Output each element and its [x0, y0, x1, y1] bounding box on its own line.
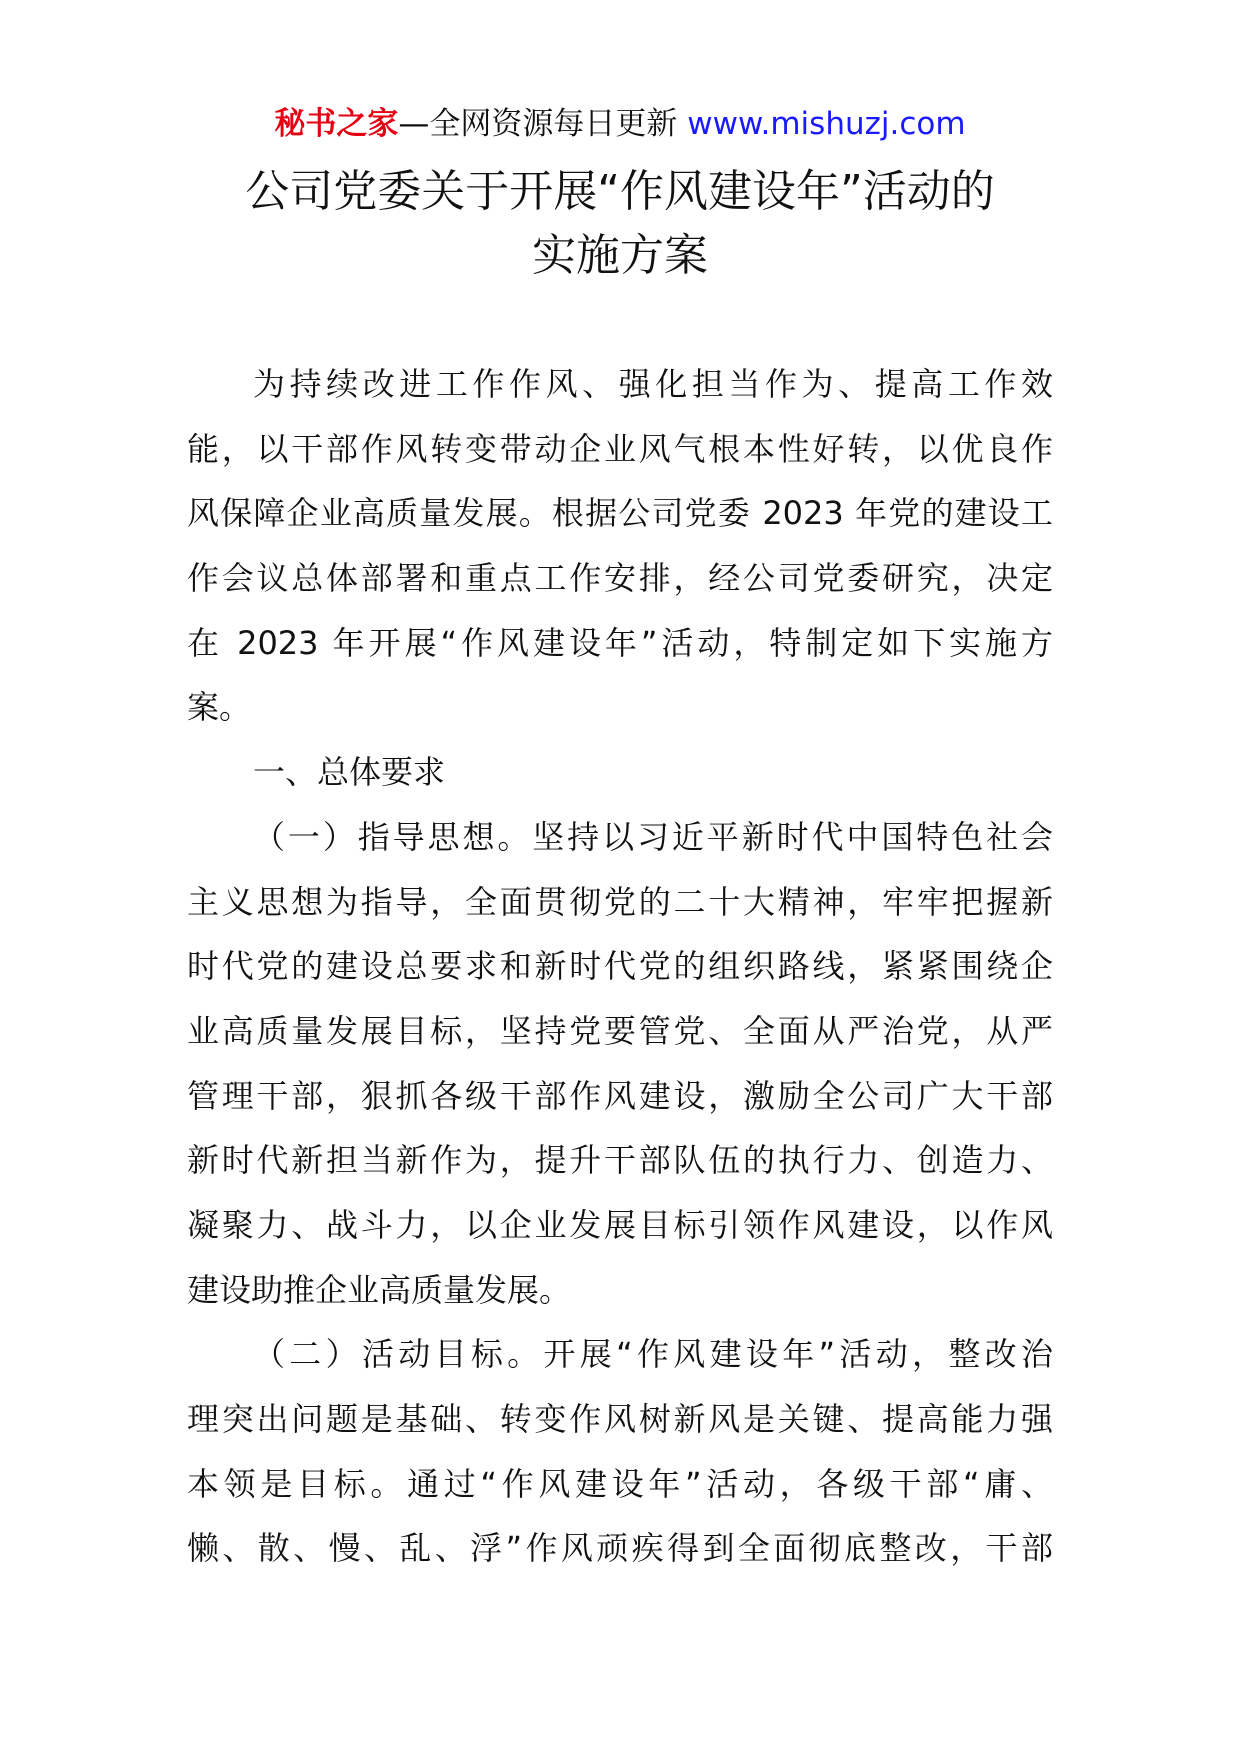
paragraph-line: 时代党的建设总要求和新时代党的组织路线，紧紧围绕企	[187, 947, 1053, 986]
paragraph-line: 建设助推企业高质量发展。	[187, 1270, 572, 1309]
paragraph-line: 能，以干部作风转变带动企业风气根本性好转，以优良作	[187, 429, 1053, 468]
document-title	[150, 160, 1090, 288]
header-banner	[0, 102, 1240, 146]
title-line: 实施方案	[532, 230, 708, 281]
paragraph-line: 本领是目标。通过“作风建设年”活动，各级干部“庸、	[187, 1464, 1053, 1503]
paragraph-line: 风保障企业高质量发展。根据公司党委 2023 年党的建设工	[187, 494, 1053, 533]
paragraph-line: （一）指导思想。坚持以习近平新时代中国特色社会	[253, 817, 1053, 856]
paragraph-line: （二）活动目标。开展“作风建设年”活动，整改治	[253, 1335, 1053, 1374]
paragraph-line: 业高质量发展目标，坚持党要管党、全面从严治党，从严	[187, 1011, 1053, 1050]
paragraph-line: 懒、散、慢、乱、浮”作风顽疾得到全面彻底整改，干部	[187, 1529, 1053, 1568]
document-body	[187, 352, 1053, 1581]
paragraph-line: 新时代新担当新作为，提升干部队伍的执行力、创造力、	[187, 1141, 1053, 1180]
header-tagline: —全网资源每日更新	[398, 106, 688, 142]
paragraph-line: 理突出问题是基础、转变作风树新风是关键、提高能力强	[187, 1400, 1053, 1438]
site-url[interactable]: www.mishuzj.com	[687, 106, 966, 142]
paragraph-line: 主义思想为指导，全面贯彻党的二十大精神，牢牢把握新	[187, 882, 1053, 921]
paragraph-line: 凝聚力、战斗力，以企业发展目标引领作风建设，以作风	[187, 1205, 1053, 1244]
paragraph-line: 案。	[187, 688, 252, 727]
title-line: 公司党委关于开展“作风建设年”活动的	[245, 166, 995, 217]
section-heading: 一、总体要求	[253, 753, 446, 792]
paragraph-line: 作会议总体部署和重点工作安排，经公司党委研究，决定	[187, 559, 1053, 598]
paragraph-line: 在 2023 年开展“作风建设年”活动，特制定如下实施方	[187, 623, 1053, 662]
paragraph-line: 为持续改进工作作风、强化担当作为、提高工作效	[253, 365, 1053, 403]
paragraph-line: 管理干部，狠抓各级干部作风建设，激励全公司广大干部	[187, 1076, 1053, 1115]
brand-name: 秘书之家	[274, 106, 399, 142]
